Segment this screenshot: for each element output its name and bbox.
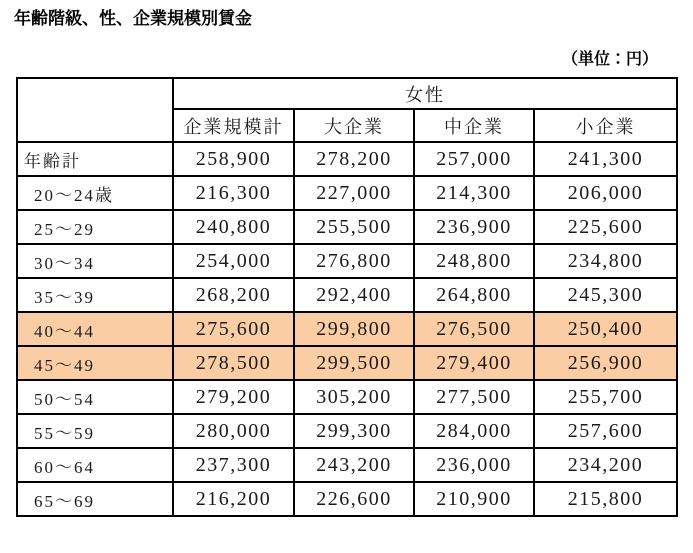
wage-cell: 268,200 (173, 278, 294, 312)
col-header-company-size-total: 企業規模計 (173, 109, 294, 142)
age-row-label: 60～64 (17, 448, 173, 482)
wage-cell: 241,300 (534, 142, 677, 176)
wage-cell: 299,500 (294, 346, 414, 380)
table-row-age-total (17, 142, 677, 176)
age-row-label: 30～34 (17, 244, 173, 278)
wage-cell: 299,800 (294, 312, 414, 346)
age-row-label: 25～29 (17, 210, 173, 244)
table-row-45-49-highlighted (17, 346, 677, 380)
age-row-label: 65～69 (17, 482, 173, 516)
table-row-65-69 (17, 482, 677, 516)
unit-note: （単位：円） (561, 51, 658, 68)
wage-cell: 284,000 (414, 414, 534, 448)
wage-cell: 237,300 (173, 448, 294, 482)
col-header-medium-company: 中企業 (414, 109, 534, 142)
table-row-25-29 (17, 210, 677, 244)
wage-cell: 216,300 (173, 176, 294, 210)
wage-cell: 264,800 (414, 278, 534, 312)
wage-cell: 256,900 (534, 346, 677, 380)
group-header-row (17, 78, 677, 109)
wage-cell: 299,300 (294, 414, 414, 448)
wage-cell: 245,300 (534, 278, 677, 312)
wage-cell: 258,900 (173, 142, 294, 176)
wage-cell: 225,600 (534, 210, 677, 244)
unit-note-row (0, 46, 676, 69)
gender-group-header: 女性 (173, 78, 677, 109)
wage-cell: 250,400 (534, 312, 677, 346)
wage-cell: 243,200 (294, 448, 414, 482)
col-header-large-company: 大企業 (294, 109, 414, 142)
wage-cell: 234,200 (534, 448, 677, 482)
table-row-35-39 (17, 278, 677, 312)
wage-cell: 280,000 (173, 414, 294, 448)
wage-cell: 214,300 (414, 176, 534, 210)
wage-cell: 255,500 (294, 210, 414, 244)
corner-cell (17, 78, 173, 142)
wage-cell: 226,600 (294, 482, 414, 516)
table-row-60-64 (17, 448, 677, 482)
page-title: 年齢階級、性、企業規模別賃金 (14, 9, 252, 28)
wage-cell: 276,800 (294, 244, 414, 278)
age-row-label: 20～24歳 (17, 176, 173, 210)
wage-cell: 305,200 (294, 380, 414, 414)
wage-cell: 216,200 (173, 482, 294, 516)
wage-cell: 275,600 (173, 312, 294, 346)
wage-cell: 292,400 (294, 278, 414, 312)
wage-cell: 215,800 (534, 482, 677, 516)
age-row-label: 55～59 (17, 414, 173, 448)
age-row-label: 40～44 (17, 312, 173, 346)
age-row-label: 年齢計 (17, 142, 173, 176)
wage-cell: 255,700 (534, 380, 677, 414)
wage-cell: 278,200 (294, 142, 414, 176)
wage-cell: 257,000 (414, 142, 534, 176)
wage-cell: 234,800 (534, 244, 677, 278)
table-row-50-54 (17, 380, 677, 414)
wage-cell: 278,500 (173, 346, 294, 380)
wage-cell: 227,000 (294, 176, 414, 210)
wage-cell: 279,200 (173, 380, 294, 414)
wage-cell: 236,000 (414, 448, 534, 482)
age-row-label: 45～49 (17, 346, 173, 380)
wage-cell: 210,900 (414, 482, 534, 516)
wage-cell: 276,500 (414, 312, 534, 346)
wage-cell: 254,000 (173, 244, 294, 278)
wage-cell: 257,600 (534, 414, 677, 448)
wage-cell: 240,800 (173, 210, 294, 244)
document-page (0, 9, 693, 553)
age-row-label: 35～39 (17, 278, 173, 312)
wage-cell: 236,900 (414, 210, 534, 244)
wage-cell: 248,800 (414, 244, 534, 278)
age-row-label: 50～54 (17, 380, 173, 414)
table-row-30-34 (17, 244, 677, 278)
table-row-20-24 (17, 176, 677, 210)
wage-cell: 279,400 (414, 346, 534, 380)
table-row-40-44-highlighted (17, 312, 677, 346)
table-row-55-59 (17, 414, 677, 448)
wage-cell: 277,500 (414, 380, 534, 414)
wage-table (16, 77, 678, 517)
col-header-small-company: 小企業 (534, 109, 677, 142)
wage-cell: 206,000 (534, 176, 677, 210)
